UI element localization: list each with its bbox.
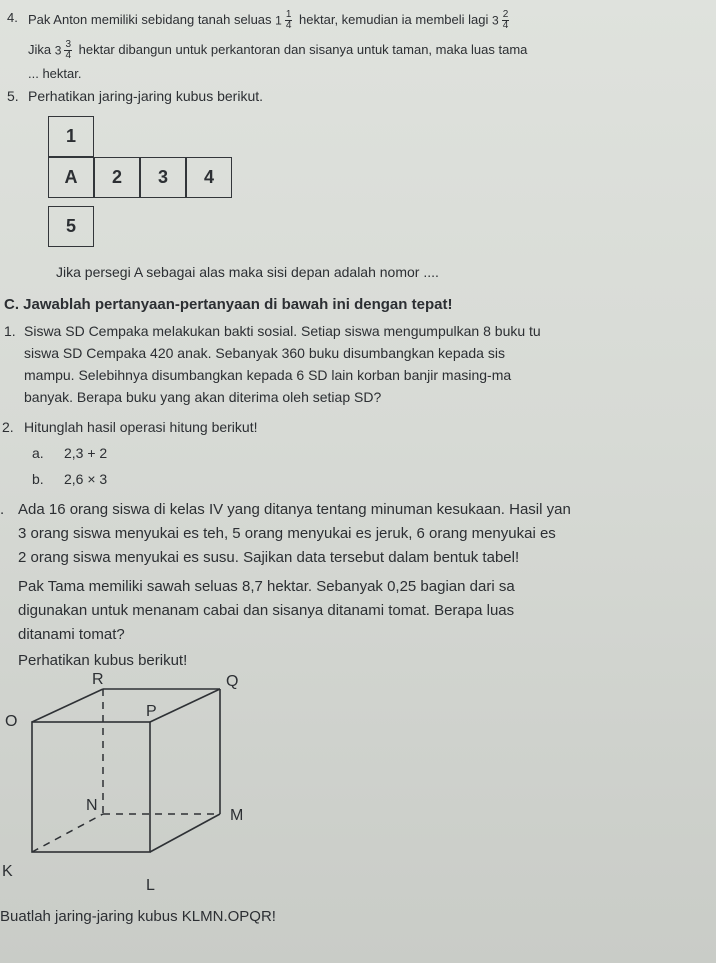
q4-frac1-den: 4 — [285, 20, 292, 31]
vertex-label-r: R — [92, 671, 104, 688]
c1-line-1: Siswa SD Cempaka melakukan bakti sosial. Setiap siswa mengumpulkan 8 buku tu — [24, 323, 541, 339]
q4-line1-pre: Pak Anton memiliki sebidang tanah seluas — [28, 11, 272, 27]
cube-edge-pq — [150, 689, 220, 722]
cube-hidden-edge-kn — [32, 814, 103, 852]
c4-line-1: Pak Tama memiliki sawah seluas 8,7 hektar. Sebanyak 0,25 bagian dari sa — [18, 578, 515, 595]
cube-diagram — [0, 670, 300, 900]
c2-item-b-expr: 2,6 × 3 — [64, 471, 108, 487]
q4-line2-post: hektar dibangun untuk perkantoran dan sisanya untuk taman, maka luas tama — [78, 41, 528, 57]
q4-frac1 — [285, 10, 293, 31]
c2-number: 2. — [2, 419, 14, 435]
q4-line1 — [28, 10, 512, 31]
c1-line-2: siswa SD Cempaka 420 anak. Sebanyak 360 buku disumbangkan kepada sis — [24, 345, 505, 361]
c1-line-3: mampu. Selebihnya disumbangkan kepada 6 SD lain korban banjir masing-ma — [24, 367, 512, 383]
c3-line-1: Ada 16 orang siswa di kelas IV yang ditanya tentang minuman kesukaan. Hasil yan — [18, 501, 571, 518]
c3-line-2: 3 orang siswa menyukai es teh, 5 orang menyukai es jeruk, 6 orang menyukai es — [18, 525, 556, 542]
q4-line1-post: hektar, kemudian ia membeli lagi — [299, 11, 489, 27]
q4-frac3-den: 4 — [65, 50, 71, 61]
vertex-label-p: P — [146, 703, 157, 720]
c3-line-3: 2 orang siswa menyukai es susu. Sajikan data tersebut dalam bentuk tabel! — [18, 549, 520, 566]
q4-line2-pre: Jika — [28, 41, 52, 57]
c1-line-4: banyak. Berapa buku yang akan diterima oleh setiap SD? — [24, 389, 382, 405]
cube-edge-lm — [150, 814, 220, 852]
q4-frac1-whole: 1 — [275, 13, 282, 28]
section-c-heading: C. Jawablah pertanyaan-pertanyaan di bawah ini dengan tepat! — [4, 296, 453, 313]
q5-number: 5. — [7, 88, 19, 104]
c5-text: Perhatikan kubus berikut! — [18, 652, 188, 669]
q4-frac2-num: 2 — [502, 9, 509, 20]
q4-frac3 — [64, 40, 72, 61]
vertex-label-n: N — [86, 797, 98, 814]
c4-line-2: digunakan untuk menanam cabai dan sisanya ditanami tomat. Berapa luas — [18, 602, 515, 619]
c2-item-a-label: a. — [32, 445, 44, 461]
c2-text: Hitunglah hasil operasi hitung berikut! — [24, 419, 258, 435]
cube-front-face — [32, 722, 150, 852]
vertex-label-o: O — [5, 713, 18, 730]
vertex-label-q: Q — [226, 673, 239, 690]
q4-line3: ... hektar. — [28, 66, 82, 81]
net-cell-2: 2 — [94, 157, 140, 198]
vertex-label-k: K — [2, 863, 13, 880]
c2-item-a-expr: 2,3 + 2 — [64, 445, 108, 461]
vertex-label-m: M — [230, 807, 244, 824]
c4-line-3: ditanami tomat? — [18, 626, 125, 643]
q4-frac1-num: 1 — [285, 9, 292, 20]
q4-line2 — [28, 40, 527, 61]
net-cell-3: 3 — [140, 157, 186, 198]
q4-frac2-whole: 3 — [492, 13, 499, 28]
c5-task: Buatlah jaring-jaring kubus KLMN.OPQR! — [0, 908, 276, 925]
c2-item-b-label: b. — [32, 471, 44, 487]
net-cell-4: 4 — [186, 157, 232, 198]
q5-text: Perhatikan jaring-jaring kubus berikut. — [28, 88, 264, 104]
net-cell-1: 1 — [48, 116, 94, 157]
q4-frac2-den: 4 — [502, 20, 509, 31]
net-cell-a: A — [48, 157, 94, 198]
q4-number: 4. — [7, 10, 18, 25]
q4-frac2 — [502, 10, 510, 31]
q4-frac3-whole: 3 — [54, 43, 62, 58]
c3-number: . — [0, 501, 5, 518]
cube-edge-or — [32, 689, 103, 722]
c1-number: 1. — [4, 323, 16, 339]
net-cell-5: 5 — [48, 206, 94, 247]
q4-frac3-num: 3 — [65, 39, 71, 50]
q5-question: Jika persegi A sebagai alas maka sisi depan adalah nomor .... — [56, 264, 439, 280]
vertex-label-l: L — [146, 877, 155, 894]
